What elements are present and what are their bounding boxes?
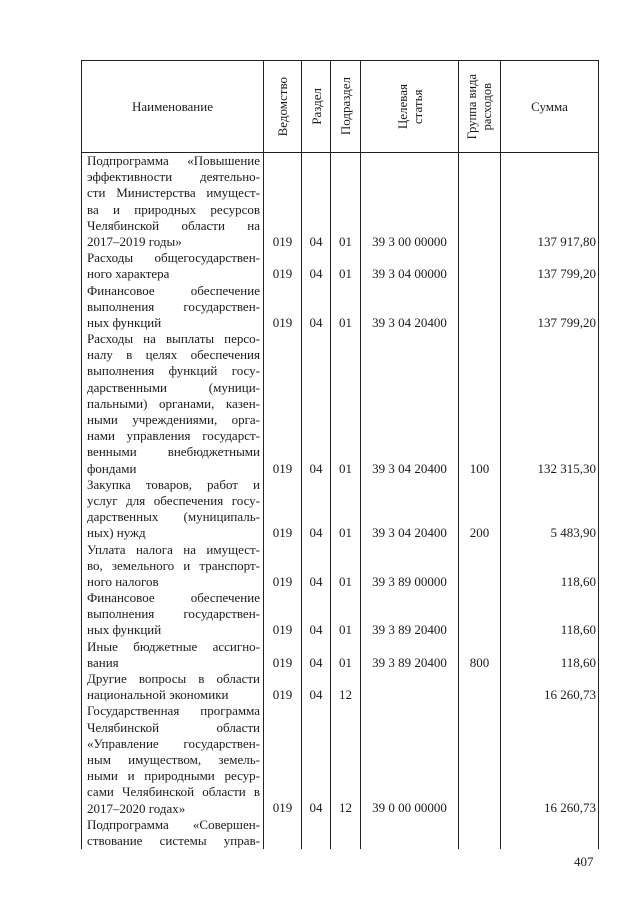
name-line: выполнения государствен- — [87, 298, 260, 314]
table-row — [82, 703, 599, 816]
department-code: 019 — [264, 639, 302, 671]
name-line: ными и природными ресур- — [87, 768, 260, 784]
expense-group-code — [459, 703, 501, 816]
name-line: ва и природных ресурсов — [87, 201, 260, 217]
table-row — [82, 542, 599, 591]
department-code: 019 — [264, 542, 302, 591]
header-department-label: Ведомство — [275, 76, 290, 137]
target-article-code: 39 3 04 20400 — [361, 283, 459, 332]
expense-group-code — [459, 153, 501, 251]
department-code: 019 — [264, 283, 302, 332]
subsection-code: 01 — [331, 477, 361, 542]
name-line: во, земельного и транспорт- — [87, 557, 260, 573]
name-line: вания — [87, 654, 119, 670]
name-line: 2017–2020 годах» — [87, 800, 186, 816]
department-code: 019 — [264, 590, 302, 639]
subsection-code: 01 — [331, 283, 361, 332]
amount-value: 118,60 — [501, 590, 599, 639]
target-article-code: 39 3 04 00000 — [361, 250, 459, 282]
name-line: ных функций — [87, 314, 162, 330]
header-target-article-line: Целевая — [394, 83, 410, 130]
section-code: 04 — [302, 250, 331, 282]
target-article-code: 39 0 00 00000 — [361, 703, 459, 816]
section-code: 04 — [302, 703, 331, 816]
amount-value: 5 483,90 — [501, 477, 599, 542]
name-line: пальными) органами, казен- — [87, 395, 260, 411]
row-name — [82, 153, 264, 251]
header-subsection — [331, 61, 361, 153]
subsection-code: 12 — [331, 671, 361, 703]
name-line: Финансовое обеспечение — [87, 590, 260, 606]
name-line: сти Министерства имущест- — [87, 185, 260, 201]
department-code: 019 — [264, 331, 302, 477]
name-line: ными учреждениями, орга- — [87, 412, 260, 427]
subsection-code: 01 — [331, 153, 361, 251]
header-target-article-line: статья — [409, 89, 425, 124]
amount-value: 118,60 — [501, 542, 599, 591]
target-article-code: 39 3 04 20400 — [361, 331, 459, 477]
section-code: 04 — [302, 331, 331, 477]
name-line: ствование системы управ- — [87, 832, 260, 848]
header-target-article — [361, 61, 459, 153]
table-row — [82, 817, 599, 849]
name-line: дарственных (муниципаль- — [87, 509, 260, 525]
department-code: 019 — [264, 703, 302, 816]
row-name — [82, 590, 264, 639]
target-article-code: 39 3 89 20400 — [361, 639, 459, 671]
name-line: услуг для обеспечения госу- — [87, 492, 260, 508]
name-line: нами управления государст- — [87, 428, 260, 444]
table-row — [82, 331, 599, 477]
table-row — [82, 283, 599, 332]
expense-group-code: 200 — [459, 477, 501, 542]
amount-value: 137 917,80 — [501, 153, 599, 251]
name-line: выполнения государствен- — [87, 606, 260, 622]
department-code: 019 — [264, 250, 302, 282]
section-code: 04 — [302, 283, 331, 332]
name-line: ного налогов — [87, 573, 159, 589]
name-line: Подпрограмма «Совершен- — [87, 816, 260, 832]
subsection-code: 01 — [331, 331, 361, 477]
expense-group-code — [459, 671, 501, 703]
section-code: 04 — [302, 153, 331, 251]
section-code: 04 — [302, 671, 331, 703]
name-line: национальной экономики — [87, 687, 229, 703]
header-expense-group-line: расходов — [479, 82, 494, 131]
amount-value: 118,60 — [501, 639, 599, 671]
header-expense-group — [459, 61, 501, 153]
subsection-code: 01 — [331, 250, 361, 282]
table-row — [82, 639, 599, 671]
name-line: Иные бюджетные ассигно- — [87, 638, 260, 654]
header-expense-group-line: Группа вида — [464, 73, 479, 140]
table-row — [82, 671, 599, 703]
budget-table — [81, 60, 599, 849]
header-amount — [501, 61, 599, 153]
target-article-code: 39 3 89 20400 — [361, 590, 459, 639]
header-section — [302, 61, 331, 153]
subsection-code: 12 — [331, 703, 361, 816]
expense-group-code — [459, 817, 501, 849]
name-line: эффективности деятельно- — [87, 169, 260, 185]
table-body — [82, 153, 599, 850]
name-line: Челябинской области — [87, 719, 260, 735]
table-row — [82, 477, 599, 542]
table-row — [82, 250, 599, 282]
subsection-code: 01 — [331, 639, 361, 671]
name-line: Закупка товаров, работ и — [87, 476, 260, 492]
row-name — [82, 477, 264, 542]
name-line: Финансовое обеспечение — [87, 282, 260, 298]
expense-group-code — [459, 250, 501, 282]
name-line: Уплата налога на имущест- — [87, 541, 260, 557]
department-code: 019 — [264, 671, 302, 703]
page-number: 407 — [574, 854, 594, 869]
header-row — [82, 61, 599, 153]
name-line: выполнения функций госу- — [87, 363, 260, 379]
subsection-code: 01 — [331, 590, 361, 639]
name-line: 2017–2019 годы» — [87, 233, 182, 249]
department-code: 019 — [264, 153, 302, 251]
header-department — [264, 61, 302, 153]
name-line: ного характера — [87, 266, 170, 282]
section-code: 04 — [302, 639, 331, 671]
subsection-code: 01 — [331, 542, 361, 591]
expense-group-code — [459, 590, 501, 639]
name-line: «Управление государствен- — [87, 735, 260, 751]
expense-group-code: 100 — [459, 331, 501, 477]
amount-value — [501, 817, 599, 849]
row-name — [82, 639, 264, 671]
name-line: ных) нужд — [87, 525, 146, 541]
expense-group-code: 800 — [459, 639, 501, 671]
target-article-code — [361, 817, 459, 849]
row-name — [82, 671, 264, 703]
section-code: 04 — [302, 477, 331, 542]
header-name — [82, 61, 264, 153]
amount-value: 137 799,20 — [501, 283, 599, 332]
table-row — [82, 590, 599, 639]
amount-value: 16 260,73 — [501, 671, 599, 703]
name-line: сами Челябинской области в — [87, 784, 260, 800]
row-name — [82, 542, 264, 591]
name-line: налу в целях обеспечения — [87, 347, 260, 363]
row-name — [82, 283, 264, 332]
department-code: 019 — [264, 477, 302, 542]
name-line: Другие вопросы в области — [87, 671, 260, 686]
row-name — [82, 703, 264, 816]
name-line: дарственными (муници- — [87, 379, 260, 395]
subsection-code — [331, 817, 361, 849]
name-line: Подпрограмма «Повышение — [87, 153, 260, 168]
expense-group-code — [459, 542, 501, 591]
target-article-code — [361, 671, 459, 703]
table-row — [82, 153, 599, 251]
section-code — [302, 817, 331, 849]
header-amount-label: Сумма — [531, 98, 568, 114]
name-line: ных функций — [87, 622, 162, 638]
section-code: 04 — [302, 542, 331, 591]
target-article-code: 39 3 89 00000 — [361, 542, 459, 591]
row-name — [82, 331, 264, 477]
row-name — [82, 817, 264, 849]
department-code — [264, 817, 302, 849]
target-article-code: 39 3 04 20400 — [361, 477, 459, 542]
name-line: Расходы общегосударствен- — [87, 250, 260, 266]
expense-group-code — [459, 283, 501, 332]
header-section-label: Раздел — [308, 88, 324, 125]
name-line: фондами — [87, 460, 137, 476]
amount-value: 137 799,20 — [501, 250, 599, 282]
name-line: Государственная программа — [87, 703, 260, 719]
section-code: 04 — [302, 590, 331, 639]
amount-value: 132 315,30 — [501, 331, 599, 477]
name-line: Челябинской области на — [87, 217, 260, 233]
name-line: венными внебюджетными — [87, 444, 260, 460]
header-subsection-label: Подраздел — [338, 77, 353, 136]
row-name — [82, 250, 264, 282]
amount-value: 16 260,73 — [501, 703, 599, 816]
table-header — [82, 61, 599, 153]
header-name-label: Наименование — [132, 98, 213, 114]
target-article-code: 39 3 00 00000 — [361, 153, 459, 251]
name-line: Расходы на выплаты персо- — [87, 331, 260, 347]
name-line: ным имуществом, земель- — [87, 751, 260, 767]
